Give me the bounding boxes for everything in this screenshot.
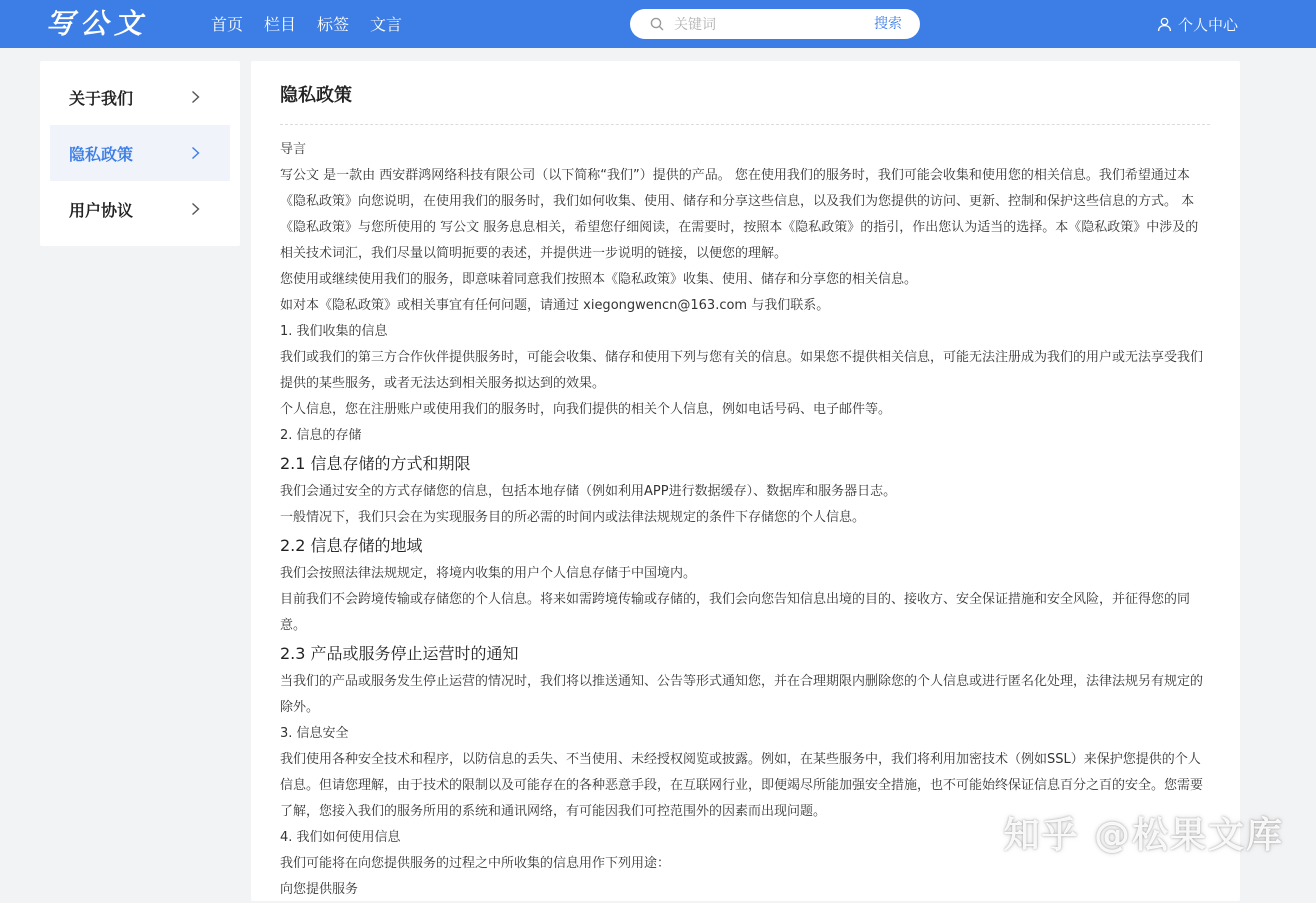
user-icon [1157, 17, 1172, 32]
paragraph: 一般情况下，我们只会在为实现服务目的所必需的时间内或法律法规规定的条件下存储您的个人信息。 [280, 510, 866, 525]
article-body [280, 137, 1210, 903]
paragraph: 我们可能将在向您提供服务的过程之中所收集的信息用作下列用途： [280, 856, 671, 871]
search-button[interactable]: 搜索 [874, 16, 902, 32]
sidebar-item-label: 用户协议 [69, 200, 134, 220]
paragraph: 导言 [280, 142, 307, 157]
sidebar-item-label: 隐私政策 [69, 144, 134, 164]
page-title: 隐私政策 [280, 85, 352, 106]
nav-columns[interactable]: 栏目 [264, 15, 297, 34]
subsection-heading: 2.3 产品或服务停止运营时的通知 [280, 644, 519, 663]
subsection-heading: 2.1 信息存储的方式和期限 [280, 454, 471, 473]
nav-tags[interactable]: 标签 [317, 15, 350, 34]
paragraph: 目前我们不会跨境传输或存储您的个人信息。将来如需跨境传输或存储的，我们会向您告知信息出境的目的、接收方、安全保证措施和安全风险，并征得您的同意。 [280, 592, 1191, 633]
subsection-heading: 2.2 信息存储的地域 [280, 536, 423, 555]
paragraph: 我们或我们的第三方合作伙伴提供服务时，可能会收集、储存和使用下列与您有关的信息。如果您不提供相关信息，可能无法注册成为我们的用户或无法享受我们提供的某些服务，或者无法达到相关服务拟达到的效果。 [280, 350, 1204, 391]
sidebar-item-about[interactable] [50, 69, 230, 125]
chevron-right-icon [191, 146, 200, 160]
article-panel [251, 61, 1240, 901]
paragraph: 我们使用各种安全技术和程序，以防信息的丢失、不当使用、未经授权阅览或披露。例如，在某些服务中，我们将利用加密技术（例如SSL）来保护您提供的个人信息。但请您理解，由于技术的限制以及可能存在的各种恶意手段，在互联网行业，即便竭尽所能加强安全措施，也不可能始终保证信息百分之百的安全。您需要了解，您接入我们的服务所用的系统和通讯网络，有可能因我们可控范围外的因素而出现问题。 [280, 752, 1204, 819]
sidebar-item-user-agreement[interactable] [50, 181, 230, 237]
nav-classical[interactable]: 文言 [370, 15, 403, 34]
paragraph: 我们会通过安全的方式存储您的信息，包括本地存储（例如利用APP进行数据缓存）、数据库和服务器日志。 [280, 484, 897, 499]
watermark-text: 知乎 @松果文库 [1003, 815, 1284, 856]
user-center-label: 个人中心 [1178, 15, 1239, 34]
sidebar [40, 61, 240, 246]
section-heading: 4. 我们如何使用信息 [280, 830, 401, 845]
user-center-link[interactable] [1157, 0, 1238, 48]
paragraph: 当我们的产品或服务发生停止运营的情况时，我们将以推送通知、公告等形式通知您，并在合理期限内删除您的个人信息或进行匿名化处理，法律法规另有规定的除外。 [280, 674, 1204, 715]
section-heading: 1. 我们收集的信息 [280, 324, 388, 339]
main-nav [211, 0, 402, 48]
paragraph: 我们会按照法律法规规定，将境内收集的用户个人信息存储于中国境内。 [280, 566, 697, 581]
paragraph: 向您提供服务 [280, 882, 359, 897]
site-logo[interactable]: 写公文 [46, 7, 149, 40]
chevron-right-icon [191, 90, 200, 104]
paragraph: 如对本《隐私政策》或相关事宜有任何问题，请通过 xiegongwencn@163.com 与我们联系。 [280, 298, 830, 313]
title-divider [280, 124, 1210, 125]
chevron-right-icon [191, 202, 200, 216]
section-heading: 2. 信息的存储 [280, 428, 362, 443]
search-icon [650, 17, 664, 31]
search-input[interactable] [672, 13, 856, 37]
sidebar-item-privacy[interactable] [50, 125, 230, 181]
search-box [630, 9, 920, 39]
paragraph: 您使用或继续使用我们的服务，即意味着同意我们按照本《隐私政策》收集、使用、储存和分享您的相关信息。 [280, 272, 918, 287]
top-navbar [0, 0, 1316, 48]
paragraph: 个人信息，您在注册账户或使用我们的服务时，向我们提供的相关个人信息，例如电话号码、电子邮件等。 [280, 402, 892, 417]
sidebar-item-label: 关于我们 [69, 88, 134, 108]
nav-home[interactable]: 首页 [211, 15, 244, 34]
paragraph: 写公文 是一款由 西安群鸿网络科技有限公司（以下简称“我们”）提供的产品。 您在使用我们的服务时，我们可能会收集和使用您的相关信息。我们希望通过本《隐私政策》向您说明，在使用我们的服务时，我们如何收集、使用、储存和分享这些信息，以及我们为您提供的访问、更新、控制和保护这些信息的方式。 本《隐私政策》与您所使用的 写公文 服务息息相关，希望您仔细阅读，在需要时，按照本《隐私政策》的指引，作出您认为适当的选择。本《隐私政策》中涉及的相关技术词汇，我们尽量以简明扼要的表述，并提供进一步说明的链接，以便您的理解。 [280, 168, 1199, 261]
section-heading: 3. 信息安全 [280, 726, 349, 741]
